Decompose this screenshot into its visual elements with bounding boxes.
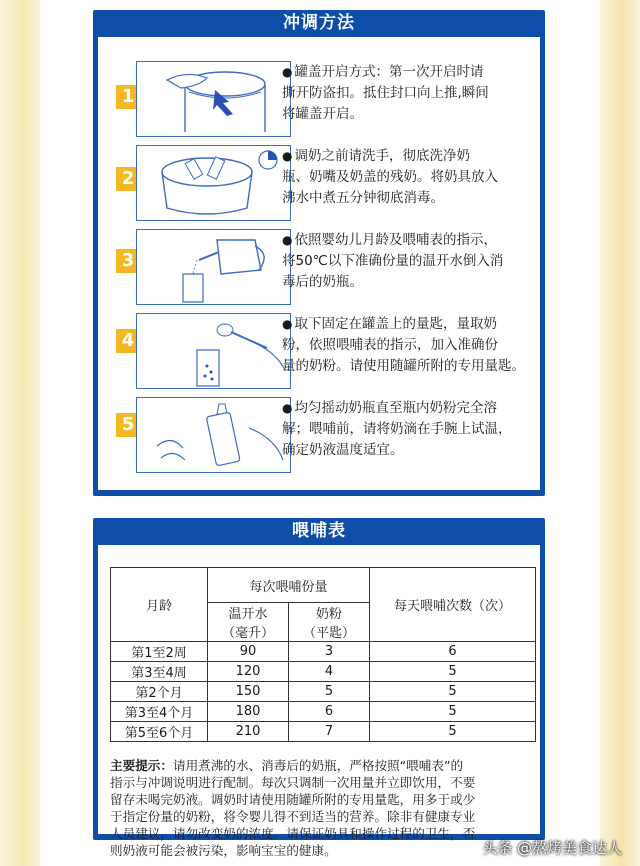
cell-times: 5 [370, 682, 536, 702]
step-3-text: ● 依照婴幼儿月龄及喂哺表的指示， 将50℃以下准确份量的温开水倒入消 毒后的奶瓶。 [282, 230, 546, 293]
step-2 [98, 143, 540, 225]
cell-water: 180 [208, 702, 289, 722]
table-row [111, 642, 536, 662]
cell-times: 5 [370, 722, 536, 742]
table-row [111, 662, 536, 682]
cell-water: 90 [208, 642, 289, 662]
cell-age: 第5至6个月 [111, 722, 208, 742]
header-age: 月龄 [111, 568, 208, 642]
can-lid-icon [137, 62, 290, 136]
kettle-icon [137, 230, 290, 304]
notice-line: 请用煮沸的水、消毒后的奶瓶，严格按照“喂哺表”的 [172, 758, 464, 773]
step-line: 将罐盖开启。 [282, 106, 363, 122]
shake-bottle-icon [137, 398, 290, 472]
step-1 [98, 59, 540, 141]
step-number-badge: 3 [116, 249, 140, 273]
cell-times: 5 [370, 662, 536, 682]
step-2-text: ● 调奶之前请洗手，彻底洗净奶 瓶、奶嘴及奶盖的残奶。将奶具放入 沸水中煮五分钟彻底消毒。 [282, 146, 546, 209]
step-line: 确定奶液温度适宜。 [282, 442, 404, 458]
cell-water: 210 [208, 722, 289, 742]
step-number-badge: 5 [116, 413, 140, 437]
notice-line: 于指定份量的奶粉，将令婴儿得不到适当的营养。除非有健康专业 [110, 809, 476, 824]
pour-water-illustration [136, 229, 291, 305]
header-per-feed: 每次喂哺份量 [208, 568, 370, 603]
table-row [111, 702, 536, 722]
step-5-text: ● 均匀摇动奶瓶直至瓶内奶粉完全溶 解；喂哺前，请将奶滴在手腕上试温， 确定奶液温度适宜。 [282, 398, 546, 461]
mixing-method-title: 冲调方法 [283, 13, 355, 33]
notice-line: 则奶液可能会被污染，影响宝宝的健康。 [110, 843, 337, 858]
cell-powder: 7 [289, 722, 370, 742]
step-3 [98, 227, 540, 309]
cell-water: 120 [208, 662, 289, 682]
can-lid-opening-illustration [136, 61, 291, 137]
cell-age: 第3至4个月 [111, 702, 208, 722]
boiling-pot-icon [137, 146, 290, 220]
header-powder [289, 603, 370, 642]
cell-times: 5 [370, 702, 536, 722]
step-line: 罐盖开启方式：第一次开启时请 [294, 64, 484, 80]
header-powder-line1: 奶粉 [315, 607, 342, 622]
notice-label: 主要提示： [110, 758, 173, 773]
step-line: 均匀摇动奶瓶直至瓶内奶粉完全溶 [294, 400, 497, 416]
cell-age: 第3至4周 [111, 662, 208, 682]
cell-powder: 5 [289, 682, 370, 702]
step-5 [98, 395, 540, 477]
feeding-table [110, 567, 536, 742]
mixing-method-panel [93, 10, 545, 496]
cell-water: 150 [208, 682, 289, 702]
header-powder-line2: （平匙） [302, 626, 355, 641]
step-line: 取下固定在罐盖上的量匙，量取奶 [294, 316, 497, 332]
cell-times: 6 [370, 642, 536, 662]
add-powder-illustration [136, 313, 291, 389]
important-notice [110, 757, 538, 859]
step-line: 将50℃以下准确份量的温开水倒入消 [282, 253, 504, 269]
boiling-sterilize-illustration [136, 145, 291, 221]
cell-powder: 4 [289, 662, 370, 682]
step-line: 毒后的奶瓶。 [282, 274, 363, 290]
header-water-line2: （毫升） [221, 626, 274, 641]
right-gold-stripe [600, 0, 640, 866]
feeding-table-title: 喂哺表 [292, 521, 346, 541]
step-line: 粉，依照喂哺表的指示，加入准确份 [282, 337, 498, 353]
step-1-text: ● 罐盖开启方式：第一次开启时请 撕开防盗扣。抵住封口向上推,瞬间 将罐盖开启。 [282, 62, 546, 125]
step-line: 依照婴幼儿月龄及喂哺表的指示， [294, 232, 497, 248]
notice-line: 人员建议，请勿改变奶的浓度。请保证奶具和操作过程的卫生，否 [110, 826, 476, 841]
notice-line: 指示与冲调说明进行配制。每次只调制一次用量并立即饮用，不要 [110, 775, 476, 790]
mixing-steps-area [98, 37, 540, 490]
step-4-text: ● 取下固定在罐盖上的量匙，量取奶 粉，依照喂哺表的指示，加入准确份 量的奶粉。请使用随罐所附的专用量匙。 [282, 314, 546, 377]
step-line: 撕开防盗扣。抵住封口向上推,瞬间 [282, 85, 489, 101]
step-number-badge: 1 [116, 85, 140, 109]
header-water [208, 603, 289, 642]
feeding-table-area [98, 545, 540, 858]
step-line: 解；喂哺前，请将奶滴在手腕上试温， [282, 421, 512, 437]
watermark: 头条 @熬烤美食达人 [482, 839, 622, 857]
step-line: 瓶、奶嘴及奶盖的残奶。将奶具放入 [282, 169, 498, 185]
header-times: 每天喂哺次数（次） [370, 568, 536, 642]
header-water-line1: 温开水 [228, 607, 268, 622]
shake-bottle-illustration [136, 397, 291, 473]
cell-age: 第1至2周 [111, 642, 208, 662]
cell-age: 第2个月 [111, 682, 208, 702]
scoop-bottle-icon [137, 314, 290, 388]
table-row [111, 722, 536, 742]
step-line: 调奶之前请洗手，彻底洗净奶 [294, 148, 470, 164]
cell-powder: 3 [289, 642, 370, 662]
table-row [111, 682, 536, 702]
notice-line: 留存未喝完奶液。调奶时请使用随罐所附的专用量匙，用多于或少 [110, 792, 476, 807]
step-number-badge: 4 [116, 329, 140, 353]
step-4 [98, 311, 540, 393]
feeding-table-panel [93, 518, 545, 858]
cell-powder: 6 [289, 702, 370, 722]
left-gold-stripe [0, 0, 40, 866]
step-number-badge: 2 [116, 167, 140, 191]
step-line: 沸水中煮五分钟彻底消毒。 [282, 190, 444, 206]
step-line: 量的奶粉。请使用随罐所附的专用量匙。 [282, 358, 525, 374]
